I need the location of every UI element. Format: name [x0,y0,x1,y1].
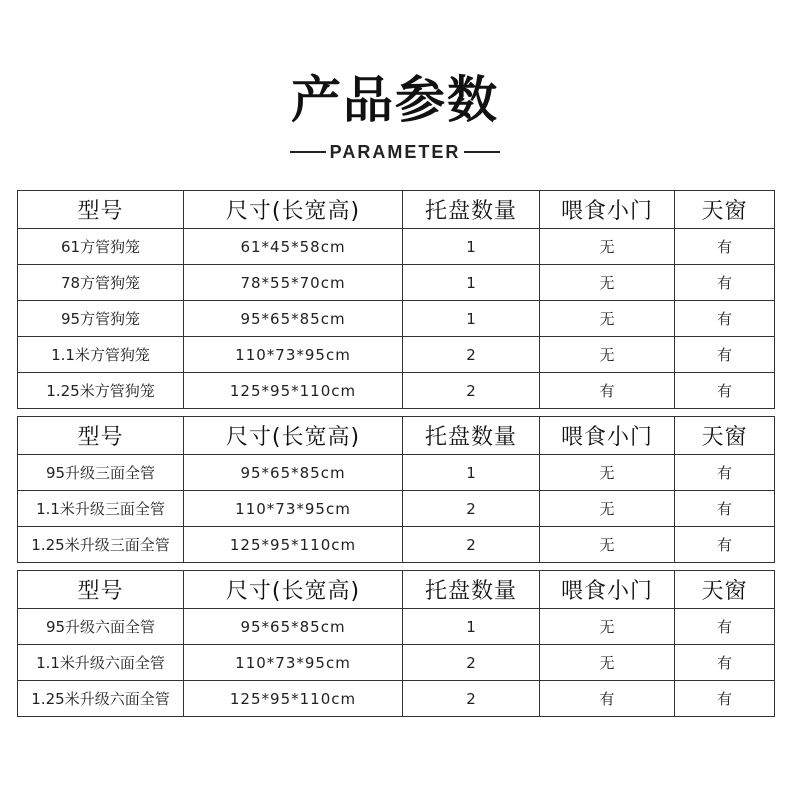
cell-feeding-door: 有 [540,681,675,717]
cell-tray-count: 1 [403,229,540,265]
cell-skylight: 有 [675,491,775,527]
table-row [18,527,775,563]
cell-size: 61*45*58cm [184,229,403,265]
header-feeding-door: 喂食小门 [540,191,675,229]
cell-model: 95升级三面全管 [18,455,184,491]
cell-model: 78方管狗笼 [18,265,184,301]
cell-skylight: 有 [675,681,775,717]
cell-model: 1.25米方管狗笼 [18,373,184,409]
cell-model: 1.1米方管狗笼 [18,337,184,373]
cell-size: 125*95*110cm [184,681,403,717]
cell-skylight: 有 [675,527,775,563]
table-row [18,681,775,717]
subtitle-right-line [464,151,500,153]
cell-size: 78*55*70cm [184,265,403,301]
cell-size: 95*65*85cm [184,609,403,645]
cell-skylight: 有 [675,373,775,409]
cell-tray-count: 2 [403,491,540,527]
header-feeding-door: 喂食小门 [540,571,675,609]
header-size: 尺寸(长宽高) [184,571,403,609]
header-skylight: 天窗 [675,191,775,229]
cell-tray-count: 2 [403,681,540,717]
cell-skylight: 有 [675,265,775,301]
header-tray-count: 托盘数量 [403,417,540,455]
cell-model: 1.25米升级三面全管 [18,527,184,563]
table-row [18,609,775,645]
cell-model: 95升级六面全管 [18,609,184,645]
cell-feeding-door: 有 [540,373,675,409]
table-header-row [18,571,775,609]
table-row [18,265,775,301]
cell-tray-count: 1 [403,265,540,301]
table-header-row [18,191,775,229]
spec-table-3 [17,570,775,717]
cell-skylight: 有 [675,301,775,337]
cell-size: 95*65*85cm [184,301,403,337]
cell-model: 1.25米升级六面全管 [18,681,184,717]
cell-tray-count: 2 [403,527,540,563]
cell-feeding-door: 无 [540,455,675,491]
cell-feeding-door: 无 [540,491,675,527]
cell-model: 95方管狗笼 [18,301,184,337]
cell-skylight: 有 [675,645,775,681]
cell-skylight: 有 [675,455,775,491]
header-size: 尺寸(长宽高) [184,191,403,229]
cell-feeding-door: 无 [540,301,675,337]
header-model: 型号 [18,191,184,229]
header-skylight: 天窗 [675,417,775,455]
cell-feeding-door: 无 [540,527,675,563]
cell-size: 125*95*110cm [184,527,403,563]
table-row [18,491,775,527]
header-model: 型号 [18,571,184,609]
table-row [18,301,775,337]
cell-size: 95*65*85cm [184,455,403,491]
table-row [18,455,775,491]
cell-tray-count: 1 [403,301,540,337]
cell-tray-count: 2 [403,337,540,373]
cell-model: 61方管狗笼 [18,229,184,265]
cell-size: 110*73*95cm [184,337,403,373]
cell-skylight: 有 [675,229,775,265]
cell-tray-count: 2 [403,373,540,409]
spec-table-1 [17,190,775,409]
page-subtitle: PARAMETER [329,141,461,162]
cell-model: 1.1米升级三面全管 [18,491,184,527]
header-skylight: 天窗 [675,571,775,609]
cell-feeding-door: 无 [540,265,675,301]
page-title: 产品参数 [291,71,499,129]
cell-size: 110*73*95cm [184,645,403,681]
cell-feeding-door: 无 [540,229,675,265]
cell-tray-count: 2 [403,645,540,681]
cell-skylight: 有 [675,337,775,373]
cell-tray-count: 1 [403,455,540,491]
header-tray-count: 托盘数量 [403,191,540,229]
cell-feeding-door: 无 [540,609,675,645]
cell-feeding-door: 无 [540,337,675,373]
table-row [18,337,775,373]
cell-skylight: 有 [675,609,775,645]
spec-table-2 [17,416,775,563]
cell-size: 110*73*95cm [184,491,403,527]
cell-tray-count: 1 [403,609,540,645]
subtitle-left-line [290,151,326,153]
header-tray-count: 托盘数量 [403,571,540,609]
table-row [18,373,775,409]
cell-size: 125*95*110cm [184,373,403,409]
subtitle-row [0,140,790,164]
header-model: 型号 [18,417,184,455]
cell-model: 1.1米升级六面全管 [18,645,184,681]
table-header-row [18,417,775,455]
cell-feeding-door: 无 [540,645,675,681]
header-feeding-door: 喂食小门 [540,417,675,455]
header-size: 尺寸(长宽高) [184,417,403,455]
table-row [18,645,775,681]
table-row [18,229,775,265]
